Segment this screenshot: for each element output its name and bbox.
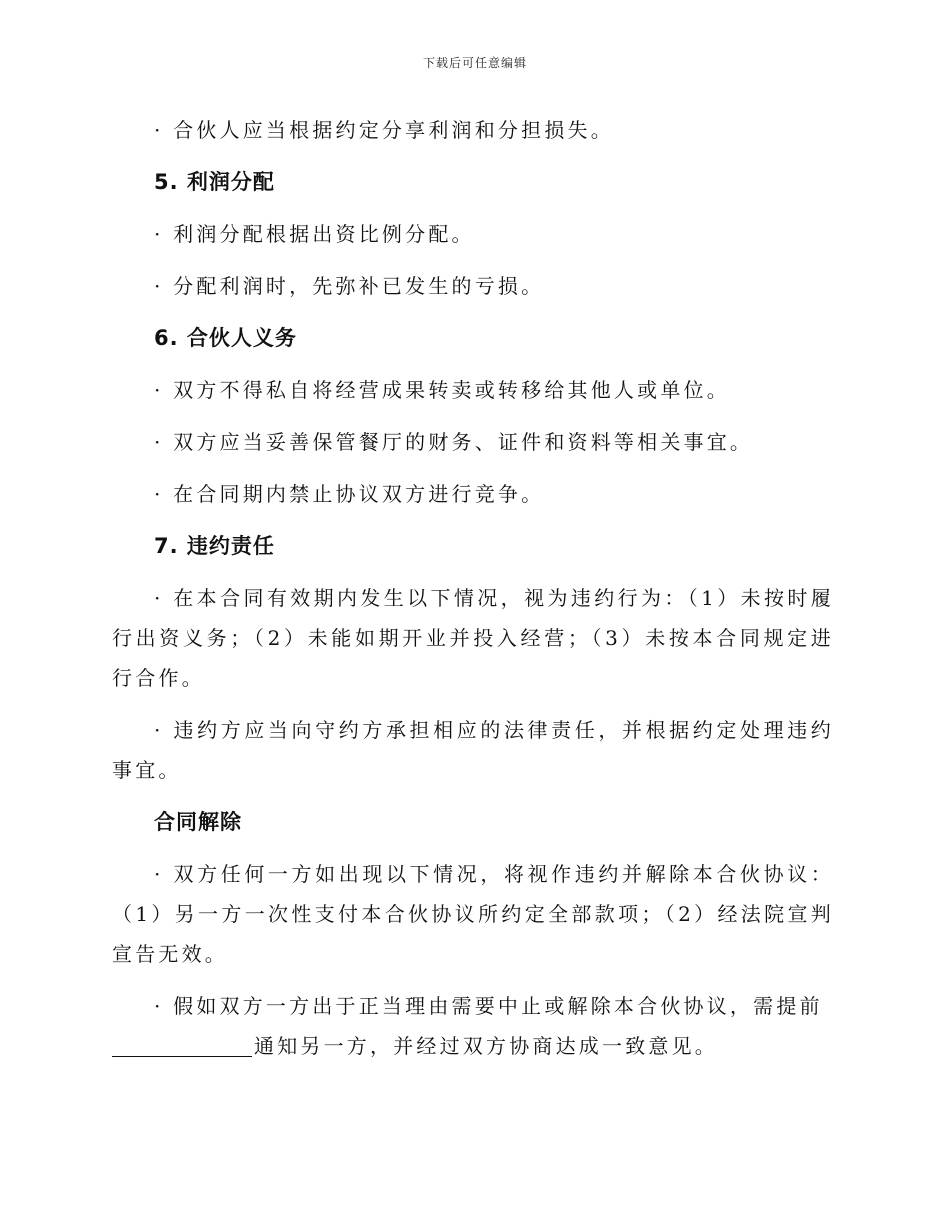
- paragraph-breach-conditions: · 在本合同有效期内发生以下情况，视为违约行为：（1）未按时履行出资义务；（2）未能如期开业并投入经营；（3）未按本合同规定进行合作。: [112, 586, 834, 690]
- paragraph-safekeeping: · 双方应当妥善保管餐厅的财务、证件和资料等相关事宜。: [154, 430, 754, 454]
- paragraph-profit-loss: · 合伙人应当根据约定分享利润和分担损失。: [154, 118, 614, 142]
- paragraph-loss-offset: · 分配利润时，先弥补已发生的亏损。: [154, 274, 545, 298]
- section-heading-profit-distribution: 5. 利润分配: [154, 170, 275, 194]
- early-termination-text-part2: 通知另一方，并经过双方协商达成一致意见。: [254, 1034, 718, 1058]
- early-termination-text-part1: · 假如双方一方出于正当理由需要中止或解除本合伙协议，需提前: [154, 994, 823, 1018]
- section-heading-termination: 合同解除: [154, 810, 242, 834]
- paragraph-breach-responsibility: · 违约方应当向守约方承担相应的法律责任，并根据约定处理违约事宜。: [112, 718, 834, 782]
- section-heading-breach-liability: 7. 违约责任: [154, 534, 275, 558]
- paragraph-non-compete: · 在合同期内禁止协议双方进行竞争。: [154, 482, 545, 506]
- paragraph-termination-conditions: · 双方任何一方如出现以下情况，将视作违约并解除本合伙协议：（1）另一方一次性支付本合伙协议所约定全部款项；（2）经法院宣判宣告无效。: [112, 862, 834, 966]
- page-header: 下载后可任意编辑: [422, 56, 527, 70]
- notice-period-blank: [112, 1034, 252, 1057]
- document-body: [112, 110, 834, 1078]
- paragraph-profit-ratio: · 利润分配根据出资比例分配。: [154, 222, 475, 246]
- paragraph-no-transfer: · 双方不得私自将经营成果转卖或转移给其他人或单位。: [154, 378, 730, 402]
- section-heading-partner-obligations: 6. 合伙人义务: [154, 326, 297, 350]
- paragraph-early-termination: [112, 986, 834, 1066]
